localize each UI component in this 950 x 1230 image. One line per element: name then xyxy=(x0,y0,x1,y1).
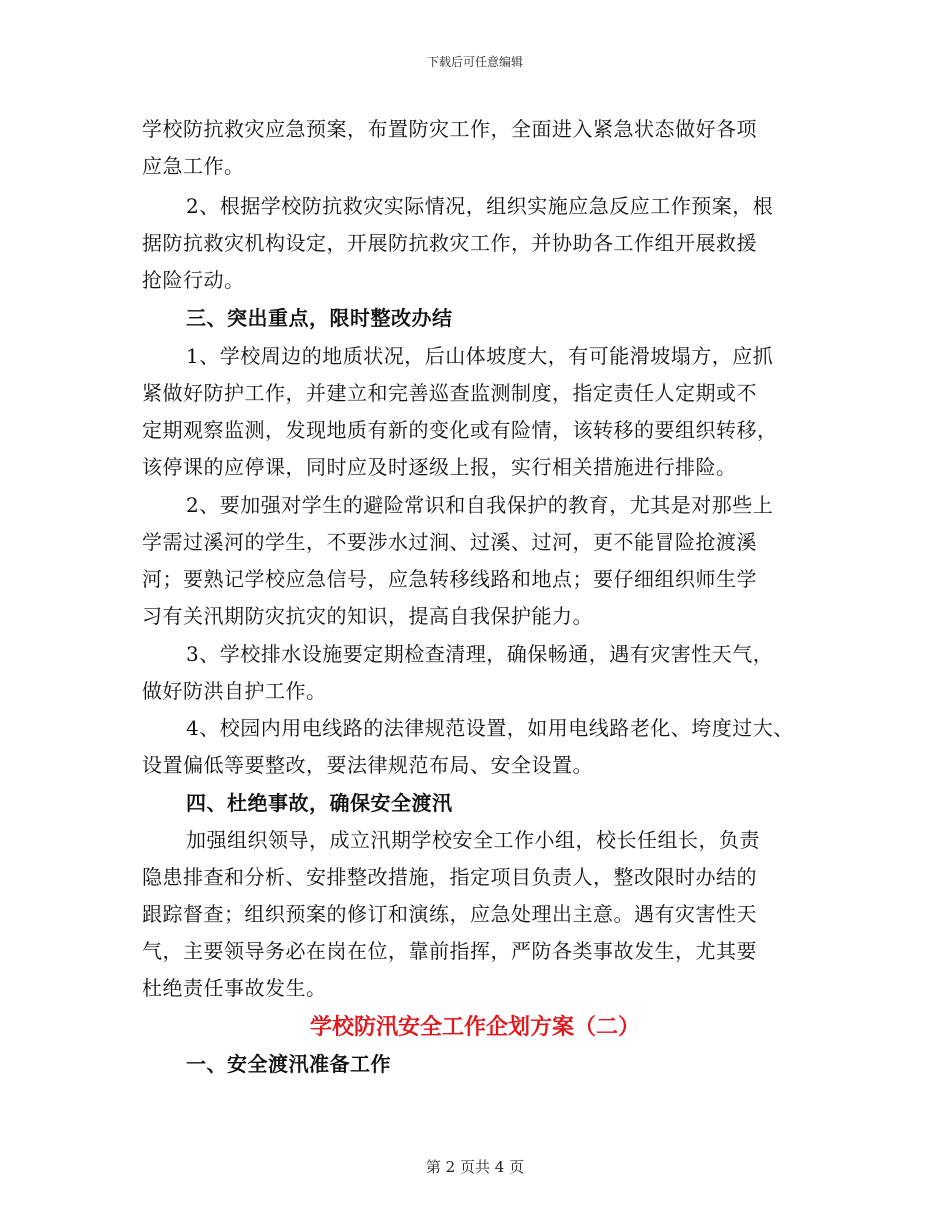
section-heading: 三、突出重点，限时整改办结 xyxy=(186,306,453,330)
body-line: 习有关汛期防灾抗灾的知识，提高自我保护能力。 xyxy=(142,604,593,628)
body-line: 加强组织领导，成立汛期学校安全工作小组，校长任组长，负责 xyxy=(186,828,760,852)
body-line: 做好防洪自护工作。 xyxy=(142,679,327,703)
section-title: 学校防汛安全工作企划方案（二） xyxy=(309,1014,640,1040)
body-line: 3、学校排水设施要定期检查清理，确保畅通，遇有灾害性天气， xyxy=(186,642,774,666)
body-line: 河；要熟记学校应急信号，应急转移线路和地点；要仔细组织师生学 xyxy=(142,567,757,591)
body-line: 2、根据学校防抗救灾实际情况，组织实施应急反应工作预案，根 xyxy=(186,194,774,218)
body-line: 杜绝责任事故发生。 xyxy=(142,976,327,1000)
body-line: 学校防抗救灾应急预案，布置防灾工作，全面进入紧急状态做好各项 xyxy=(142,117,757,141)
body-line: 气，主要领导务必在岗在位，靠前指挥，严防各类事故发生，尤其要 xyxy=(142,939,757,963)
body-line: 紧做好防护工作，并建立和完善巡查监测制度，指定责任人定期或不 xyxy=(142,381,757,405)
subheading: 一、安全渡汛准备工作 xyxy=(186,1052,391,1076)
body-line: 跟踪督查；组织预案的修订和演练，应急处理出主意。遇有灾害性天 xyxy=(142,902,757,926)
body-line: 1、学校周边的地质状况，后山体坡度大，有可能滑坡塌方，应抓 xyxy=(186,344,774,368)
page-footer: 第 2 页共 4 页 xyxy=(425,1158,525,1176)
body-line: 4、校园内用电线路的法律规范设置，如用电线路老化、垮度过大、 xyxy=(186,716,794,740)
body-line: 该停课的应停课，同时应及时逐级上报，实行相关措施进行排险。 xyxy=(142,455,737,479)
body-line: 应急工作。 xyxy=(142,154,245,178)
body-line: 据防抗救灾机构设定，开展防抗救灾工作，并协助各工作组开展救援 xyxy=(142,231,757,255)
body-line: 学需过溪河的学生，不要涉水过涧、过溪、过河，更不能冒险抢渡溪 xyxy=(142,530,757,554)
page-header: 下载后可任意编辑 xyxy=(426,55,523,69)
body-line: 隐患排查和分析、安排整改措施，指定项目负责人，整改限时办结的 xyxy=(142,865,757,889)
body-line: 2、要加强对学生的避险常识和自我保护的教育，尤其是对那些上 xyxy=(186,493,774,517)
body-line: 设置偏低等要整改，要法律规范布局、安全设置。 xyxy=(142,753,593,777)
section-heading: 四、杜绝事故，确保安全渡汛 xyxy=(186,791,453,815)
body-line: 定期观察监测，发现地质有新的变化或有险情，该转移的要组织转移， xyxy=(142,418,778,442)
body-line: 抢险行动。 xyxy=(142,268,245,292)
